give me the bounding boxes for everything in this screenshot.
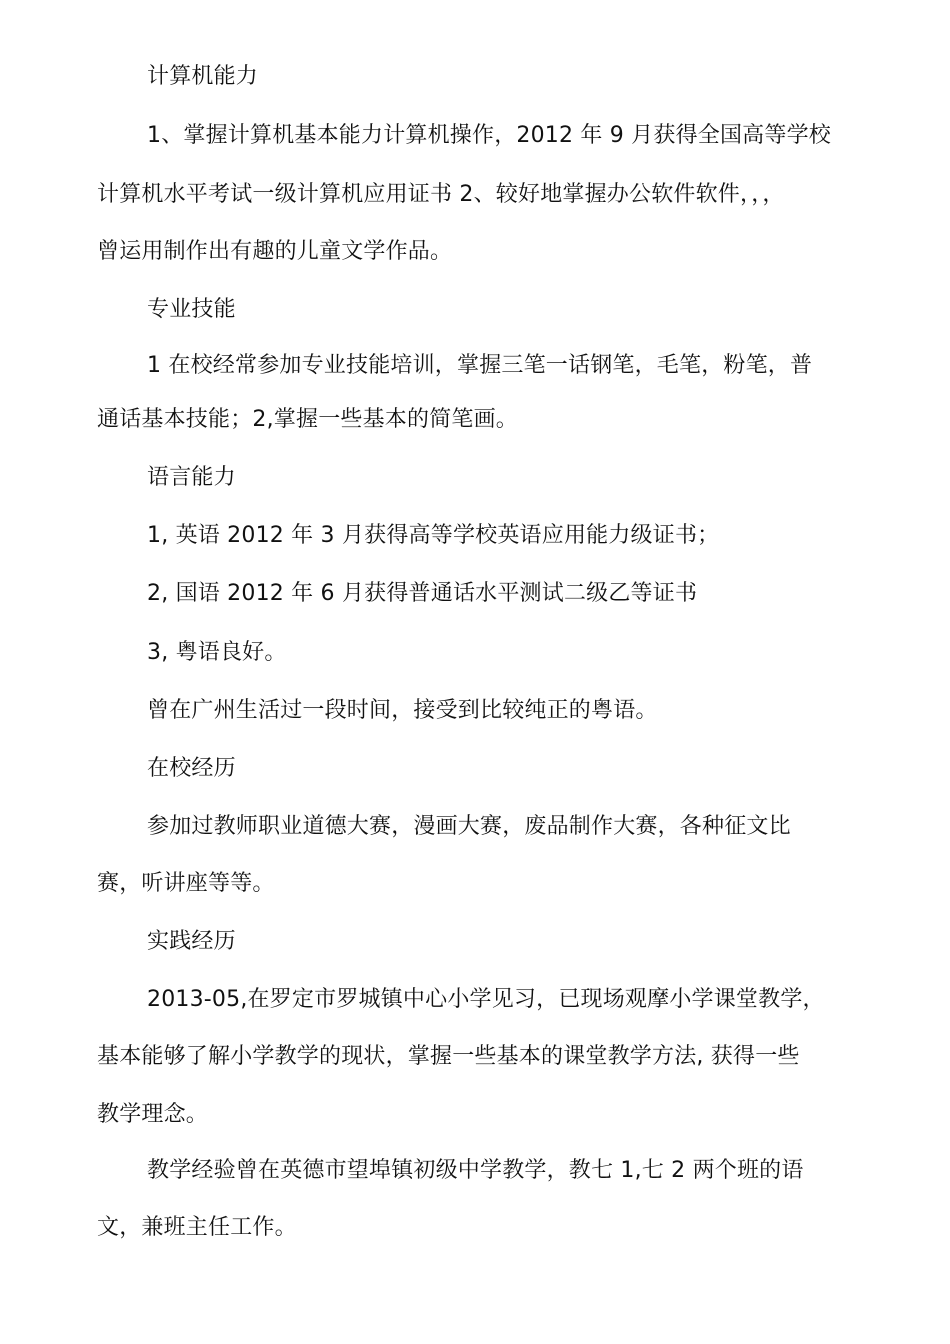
heading-professional-skills: 专业技能 (147, 297, 236, 322)
paragraph-line: 曾运用制作出有趣的儿童文学作品。 (97, 239, 453, 264)
paragraph-line: 教学理念。 (97, 1102, 209, 1127)
paragraph-line: 1 在校经常参加专业技能培训，掌握三笔一话钢笔，毛笔，粉笔，普 (147, 353, 813, 378)
heading-computer-skills: 计算机能力 (147, 64, 259, 89)
paragraph-line: 2013-05,在罗定市罗城镇中心小学见习，已现场观摩小学课堂教学， (147, 987, 825, 1012)
paragraph-line: 1、掌握计算机基本能力计算机操作，2012 年 9 月获得全国高等学校 (147, 123, 831, 148)
list-item: 3, 粤语良好。 (147, 640, 287, 665)
paragraph-line: 基本能够了解小学教学的现状，掌握一些基本的课堂教学方法, 获得一些 (97, 1044, 800, 1069)
heading-practice-experience: 实践经历 (147, 929, 236, 954)
list-item: 2, 国语 2012 年 6 月获得普通话水平测试二级乙等证书 (147, 581, 698, 606)
heading-school-experience: 在校经历 (147, 756, 236, 781)
paragraph-line: 赛，听讲座等等。 (97, 871, 275, 896)
paragraph-line: 计算机水平考试一级计算机应用证书 2、较好地掌握办公软件软件，，， (97, 182, 785, 207)
heading-language-skills: 语言能力 (147, 465, 236, 490)
paragraph-line: 文，兼班主任工作。 (97, 1215, 297, 1240)
paragraph-line: 参加过教师职业道德大赛，漫画大赛，废品制作大赛，各种征文比 (147, 814, 791, 839)
list-item: 1, 英语 2012 年 3 月获得高等学校英语应用能力级证书； (147, 523, 720, 548)
paragraph-line: 通话基本技能；2,掌握一些基本的简笔画。 (97, 407, 518, 432)
paragraph-line: 教学经验曾在英德市望埠镇初级中学教学，教七 1,七 2 两个班的语 (147, 1158, 804, 1183)
paragraph-line: 曾在广州生活过一段时间，接受到比较纯正的粤语。 (147, 698, 658, 723)
